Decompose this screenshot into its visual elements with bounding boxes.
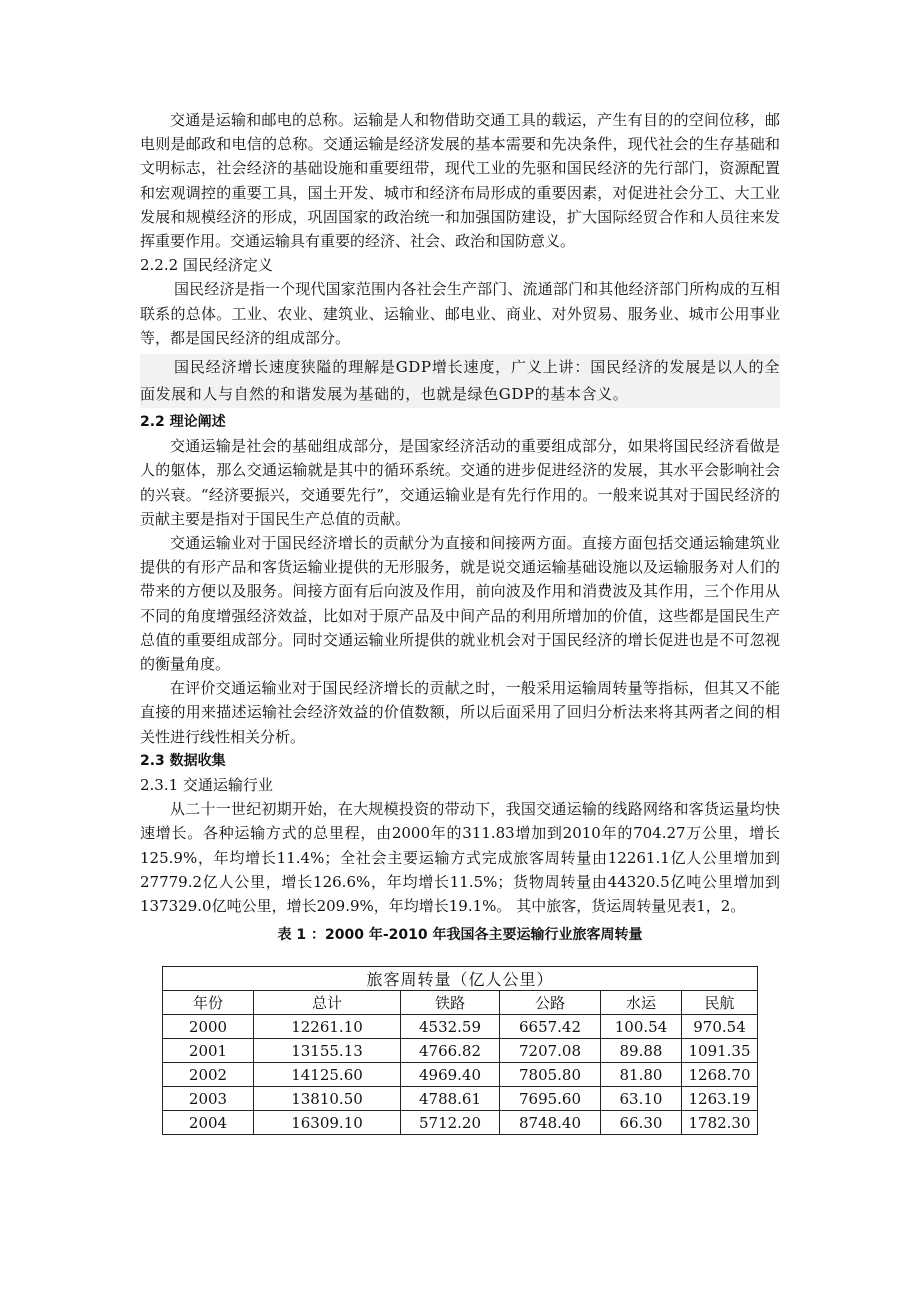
- cell-year: 2003: [163, 1087, 254, 1111]
- cell-aviation: 1782.30: [682, 1111, 758, 1135]
- header-road: 公路: [500, 991, 601, 1015]
- table-row: [163, 1111, 758, 1135]
- paragraph-data-collection: 从二十一世纪初期开始，在大规模投资的带动下，我国交通运输的线路网络和客货运量均快速增长。各种运输方式的总里程，由2000年的311.83增加到2010年的704.27万公里，增长125.9%，年均增长11.4%；全社会主要运输方式完成旅客周转量由12261.1亿人公里增加到27779.2亿人公里，增长126.6%，年均增长11.5%；货物周转量由44320.5亿吨公里增加到137329.0亿吨公里，增长209.9%，年均增长19.1%。 其中旅客，货运周转量见表1，2。: [140, 800, 780, 916]
- cell-rail: 4532.59: [401, 1015, 500, 1039]
- cell-water: 66.30: [601, 1111, 682, 1135]
- cell-year: 2002: [163, 1063, 254, 1087]
- table-title: 旅客周转量（亿人公里）: [163, 967, 758, 991]
- cell-rail: 4969.40: [401, 1063, 500, 1087]
- paragraph-growth-rate: 国民经济增长速度狭隘的理解是GDP增长速度，广义上讲：国民经济的发展是以人的全面发展和人与自然的和谐发展为基础的，也就是绿色GDP的基本含义。: [140, 354, 780, 408]
- document-page: [140, 108, 780, 1135]
- header-rail: 铁路: [401, 991, 500, 1015]
- cell-rail: 4788.61: [401, 1087, 500, 1111]
- paragraph-national-economy-definition: 国民经济是指一个现代国家范围内各社会生产部门、流通部门和其他经济部门所构成的互相联系的总体。工业、农业、建筑业、运输业、邮电业、商业、对外贸易、服务业、城市公用事业等，都是国民经济的组成部分。: [140, 280, 780, 347]
- table-row: [163, 1063, 758, 1087]
- cell-rail: 5712.20: [401, 1111, 500, 1135]
- table-header-row: [163, 991, 758, 1015]
- cell-road: 8748.40: [500, 1111, 601, 1135]
- cell-road: 6657.42: [500, 1015, 601, 1039]
- cell-water: 63.10: [601, 1087, 682, 1111]
- paragraph-theory-3: 在评价交通运输业对于国民经济增长的贡献之时，一般采用运输周转量等指标，但其又不能直接的用来描述运输社会经济效益的价值数额，所以后面采用了回归分析法来将其两者之间的相关性进行线性相关分析。: [140, 679, 780, 746]
- cell-total: 14125.60: [254, 1063, 401, 1087]
- table-row: [163, 1039, 758, 1063]
- cell-total: 12261.10: [254, 1015, 401, 1039]
- cell-rail: 4766.82: [401, 1039, 500, 1063]
- cell-water: 81.80: [601, 1063, 682, 1087]
- paragraph-theory-1: 交通运输是社会的基础组成部分，是国家经济活动的重要组成部分，如果将国民经济看做是人的躯体，那么交通运输就是其中的循环系统。交通的进步促进经济的发展，其水平会影响社会的兴衰。“经济要振兴，交通要先行”，交通运输业是有先行作用的。一般来说其对于国民经济的贡献主要是指对于国民生产总值的贡献。: [140, 437, 780, 528]
- cell-aviation: 1268.70: [682, 1063, 758, 1087]
- header-year: 年份: [163, 991, 254, 1015]
- cell-total: 13810.50: [254, 1087, 401, 1111]
- header-aviation: 民航: [682, 991, 758, 1015]
- cell-year: 2000: [163, 1015, 254, 1039]
- cell-aviation: 1091.35: [682, 1039, 758, 1063]
- cell-water: 89.88: [601, 1039, 682, 1063]
- heading-2-2: 2.2 理论阐述: [140, 414, 226, 431]
- cell-road: 7805.80: [500, 1063, 601, 1087]
- heading-2-3-1: 2.3.1 交通运输行业: [140, 776, 273, 795]
- header-total: 总计: [254, 991, 401, 1015]
- cell-aviation: 970.54: [682, 1015, 758, 1039]
- cell-total: 16309.10: [254, 1111, 401, 1135]
- cell-aviation: 1263.19: [682, 1087, 758, 1111]
- header-water: 水运: [601, 991, 682, 1015]
- paragraph-theory-2: 交通运输业对于国民经济增长的贡献分为直接和间接两方面。直接方面包括交通运输建筑业提供的有形产品和客货运输业提供的无形服务，就是说交通运输基础设施以及运输服务对人们的带来的方便以及服务。间接方面有后向波及作用，前向波及作用和消费波及其作用，三个作用从不同的角度增强经济效益，比如对于原产品及中间产品的利用所增加的价值，这些都是国民生产总值的重要组成部分。同时交通运输业所提供的就业机会对于国民经济的增长促进也是不可忽视的衡量角度。: [140, 534, 780, 674]
- heading-2-3: 2.3 数据收集: [140, 752, 226, 769]
- cell-total: 13155.13: [254, 1039, 401, 1063]
- cell-year: 2001: [163, 1039, 254, 1063]
- paragraph-transport-definition: 交通是运输和邮电的总称。运输是人和物借助交通工具的载运，产生有目的的空间位移，邮电则是邮政和电信的总称。交通运输是经济发展的基本需要和先决条件，现代社会的生存基础和文明标志，社会经济的基础设施和重要纽带，现代工业的先驱和国民经济的先行部门，资源配置和宏观调控的重要工具，国土开发、城市和经济布局形成的重要因素，对促进社会分工、大工业发展和规模经济的形成，巩固国家的政治统一和加强国防建设，扩大国际经贸合作和人员往来发挥重要作用。交通运输具有重要的经济、社会、政治和国防意义。: [140, 111, 780, 251]
- cell-road: 7207.08: [500, 1039, 601, 1063]
- passenger-turnover-table: [162, 966, 758, 1135]
- heading-2-2-2: 2.2.2 国民经济定义: [140, 256, 273, 275]
- table-caption: 表 1 ：2000 年-2010 年我国各主要运输行业旅客周转量: [277, 927, 643, 944]
- table-row: [163, 1087, 758, 1111]
- cell-water: 100.54: [601, 1015, 682, 1039]
- cell-road: 7695.60: [500, 1087, 601, 1111]
- cell-year: 2004: [163, 1111, 254, 1135]
- table-row: [163, 1015, 758, 1039]
